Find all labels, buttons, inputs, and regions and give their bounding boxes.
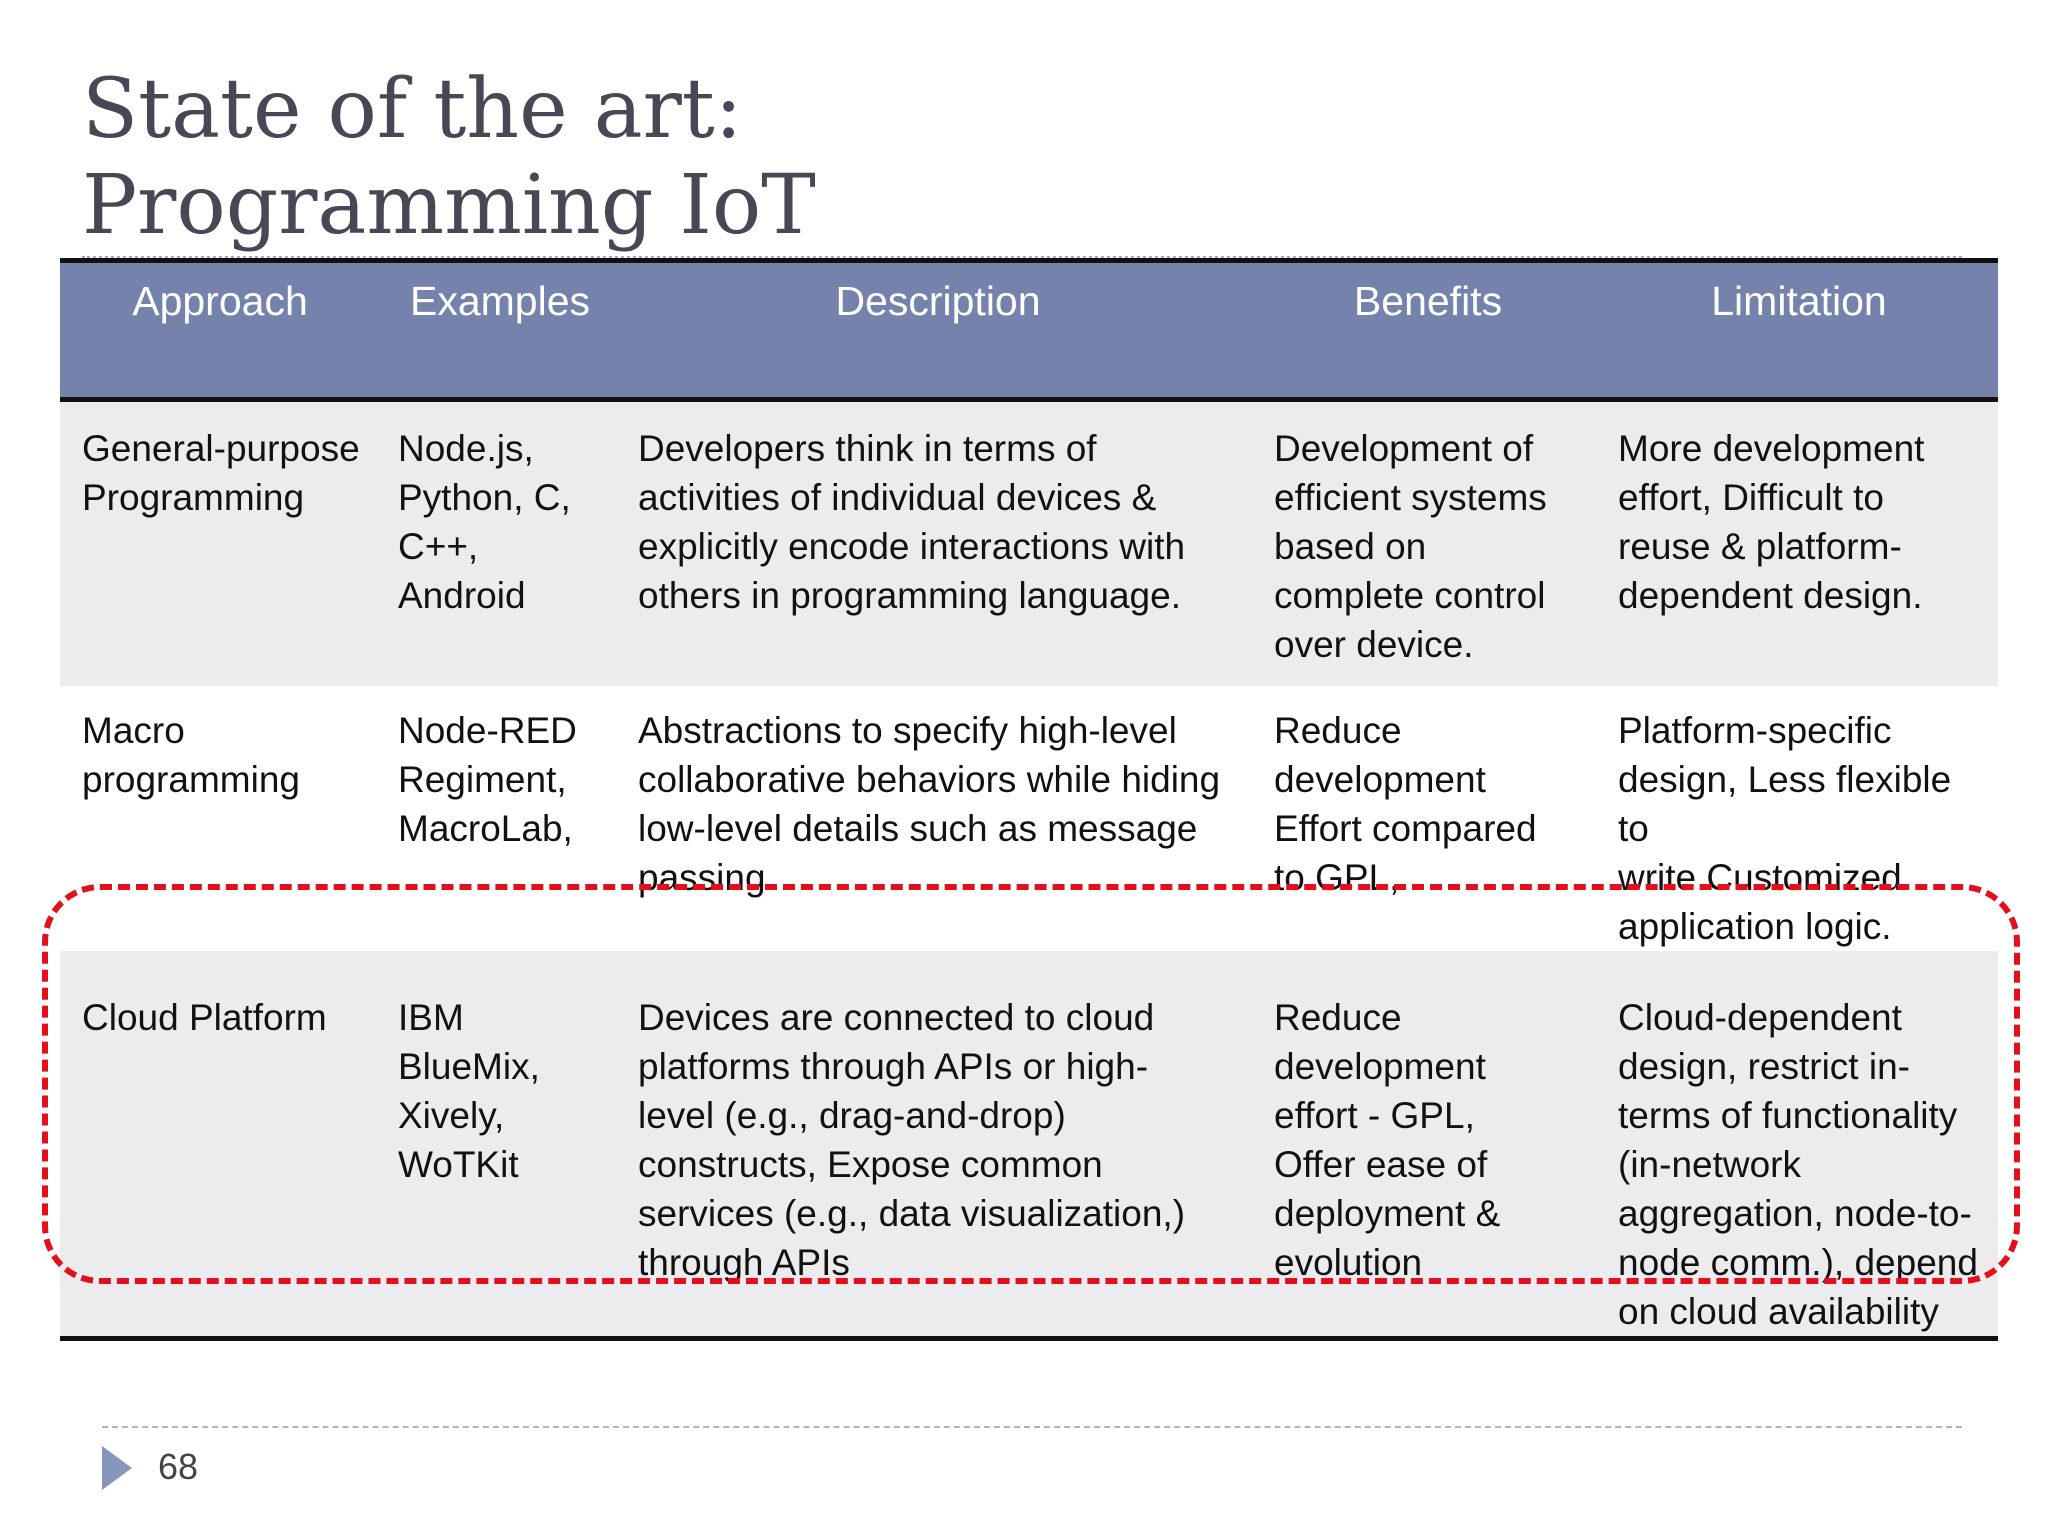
cell-limitation: Cloud-dependent design, restrict in- terms of functionality (in-network aggregation, node-to- node comm.), depend on cloud availability [1618, 997, 1978, 1332]
triangle-bullet-icon [102, 1446, 132, 1490]
header-limitation: Limitation [1711, 278, 1887, 324]
cell-description: Abstractions to specify high-level collaborative behaviors while hiding low-level details such as message passing [638, 710, 1221, 898]
cell-limitation: Platform-specific design, Less flexible to write Customized application logic. [1618, 710, 1952, 947]
header-description: Description [835, 278, 1041, 324]
header-approach: Approach [132, 278, 308, 324]
cell-examples: IBM BlueMix, Xively, WoTKit [398, 997, 540, 1185]
cell-description: Developers think in terms of activities of individual devices & explicitly encode interactions with others in programming language. [638, 428, 1186, 616]
table-header-row [60, 261, 1998, 400]
page-number: 68 [158, 1446, 199, 1487]
footer-divider [102, 1426, 1962, 1428]
cell-description: Devices are connected to cloud platforms through APIs or high- level (e.g., drag-and-drop) constructs, Expose common services (e.g., data visualization,) through APIs [638, 997, 1186, 1283]
cell-approach: General-purpose Programming [82, 428, 360, 518]
header-examples: Examples [409, 278, 590, 324]
table-row-macro-programming [60, 686, 1998, 951]
cell-benefits: Development of efficient systems based on complete control over device. [1274, 428, 1547, 665]
cell-examples: Node-RED Regiment, MacroLab, [398, 710, 577, 849]
slide-title-line-1: State of the art: [82, 62, 743, 157]
slide-title [82, 62, 1582, 254]
slide-title-line-2: Programming IoT [82, 158, 816, 253]
cell-benefits: Reduce development Effort compared to GPL, [1274, 710, 1537, 898]
table-row-cloud-platform [60, 951, 1998, 1339]
table-row-general-purpose [60, 400, 1998, 687]
cell-approach: Macro programming [82, 710, 300, 800]
header-benefits: Benefits [1353, 278, 1503, 324]
cell-benefits: Reduce development effort - GPL, Offer ease of deployment & evolution [1274, 997, 1501, 1283]
cell-approach: Cloud Platform [82, 997, 327, 1038]
iot-approaches-table [60, 258, 1998, 1341]
cell-examples: Node.js, Python, C, C++, Android [398, 428, 571, 616]
cell-limitation: More development effort, Difficult to reuse & platform- dependent design. [1618, 428, 1925, 616]
